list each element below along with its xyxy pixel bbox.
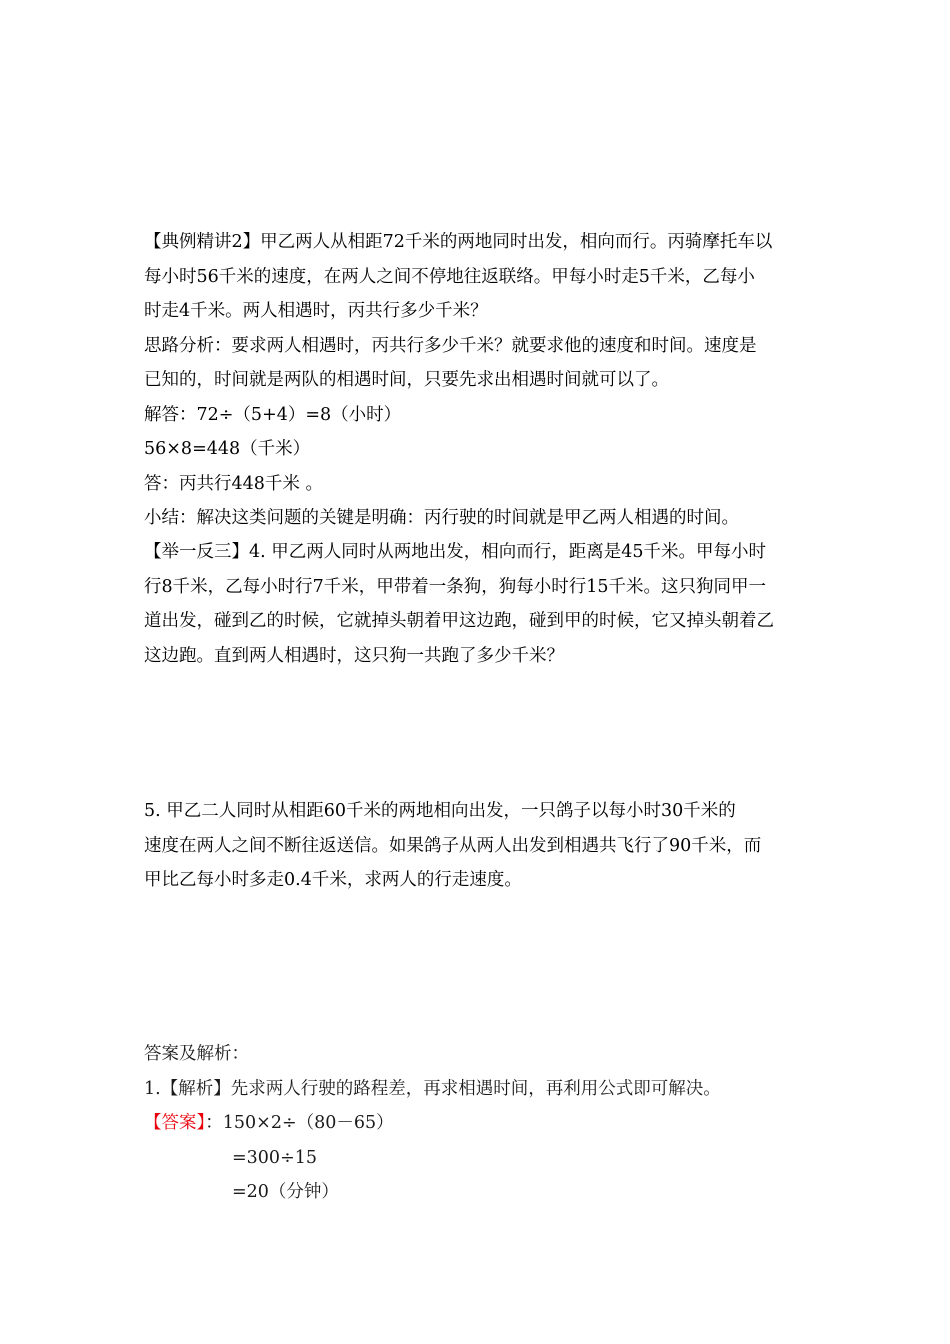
practice-5-line-1: 5. 甲乙二人同时从相距60千米的两地相向出发，一只鸽子以每小时30千米的 bbox=[144, 801, 736, 821]
analysis-line-2: 已知的，时间就是两队的相遇时间，只要先求出相遇时间就可以了。 bbox=[144, 370, 669, 390]
practice-5-section bbox=[144, 794, 812, 898]
analysis-line-1: 思路分析：要求两人相遇时，丙共行多少千米？就要求他的速度和时间。速度是 bbox=[144, 335, 757, 356]
example-2-line-2: 每小时56千米的速度，在两人之间不停地往返联络。甲每小时走5千米，乙每小 bbox=[144, 266, 755, 287]
practice-5-line-3: 甲比乙每小时多走0.4千米，求两人的行走速度。 bbox=[144, 870, 522, 890]
practice-4-line-4: 这边跑。直到两人相遇时，这只狗一共跑了多少千米？ bbox=[144, 645, 564, 666]
answer-label: 【答案】 bbox=[144, 1113, 206, 1133]
example-2-line-3: 时走4千米。两人相遇时，丙共行多少千米？ bbox=[144, 301, 488, 321]
answer-expression: ：150×2÷（80－65） bbox=[205, 1113, 394, 1133]
answer-1-analysis: 1.【解析】先求两人行驶的路程差，再求相遇时间，再利用公式即可解决。 bbox=[144, 1078, 721, 1099]
practice-4-line-1: 【举一反三】4. 甲乙两人同时从两地出发，相向而行，距离是45千米。甲每小时 bbox=[144, 542, 767, 562]
practice-4-line-2: 行8千米，乙每小时行7千米，甲带着一条狗，狗每小时行15千米。这只狗同甲一 bbox=[144, 576, 767, 597]
example-2-line-1: 【典例精讲2】甲乙两人从相距72千米的两地同时出发，相向而行。丙骑摩托车以 bbox=[144, 232, 773, 252]
summary-line: 小结：解决这类问题的关键是明确：丙行驶的时间就是甲乙两人相遇的时间。 bbox=[144, 508, 739, 528]
practice-5-line-2: 速度在两人之间不断往返送信。如果鸽子从两人出发到相遇共飞行了90千米，而 bbox=[144, 835, 762, 856]
practice-4-line-3: 道出发，碰到乙的时候，它就掉头朝着甲这边跑，碰到甲的时候，它又掉头朝着乙 bbox=[144, 611, 774, 631]
answers-heading: 答案及解析： bbox=[144, 1044, 249, 1064]
answer-1-step-2: =300÷15 bbox=[232, 1147, 317, 1168]
solution-line-1: 解答：72÷（5+4）=8（小时） bbox=[144, 404, 402, 425]
answers-section bbox=[144, 1037, 812, 1210]
answer-1-answer bbox=[144, 1106, 812, 1141]
solution-line-2: 56×8=448（千米） bbox=[144, 439, 311, 459]
answer-line: 答：丙共行448千米 。 bbox=[144, 473, 323, 494]
answer-1-step-3: =20（分钟） bbox=[232, 1182, 339, 1202]
example-2-section bbox=[144, 225, 812, 536]
practice-4-section bbox=[144, 535, 812, 673]
